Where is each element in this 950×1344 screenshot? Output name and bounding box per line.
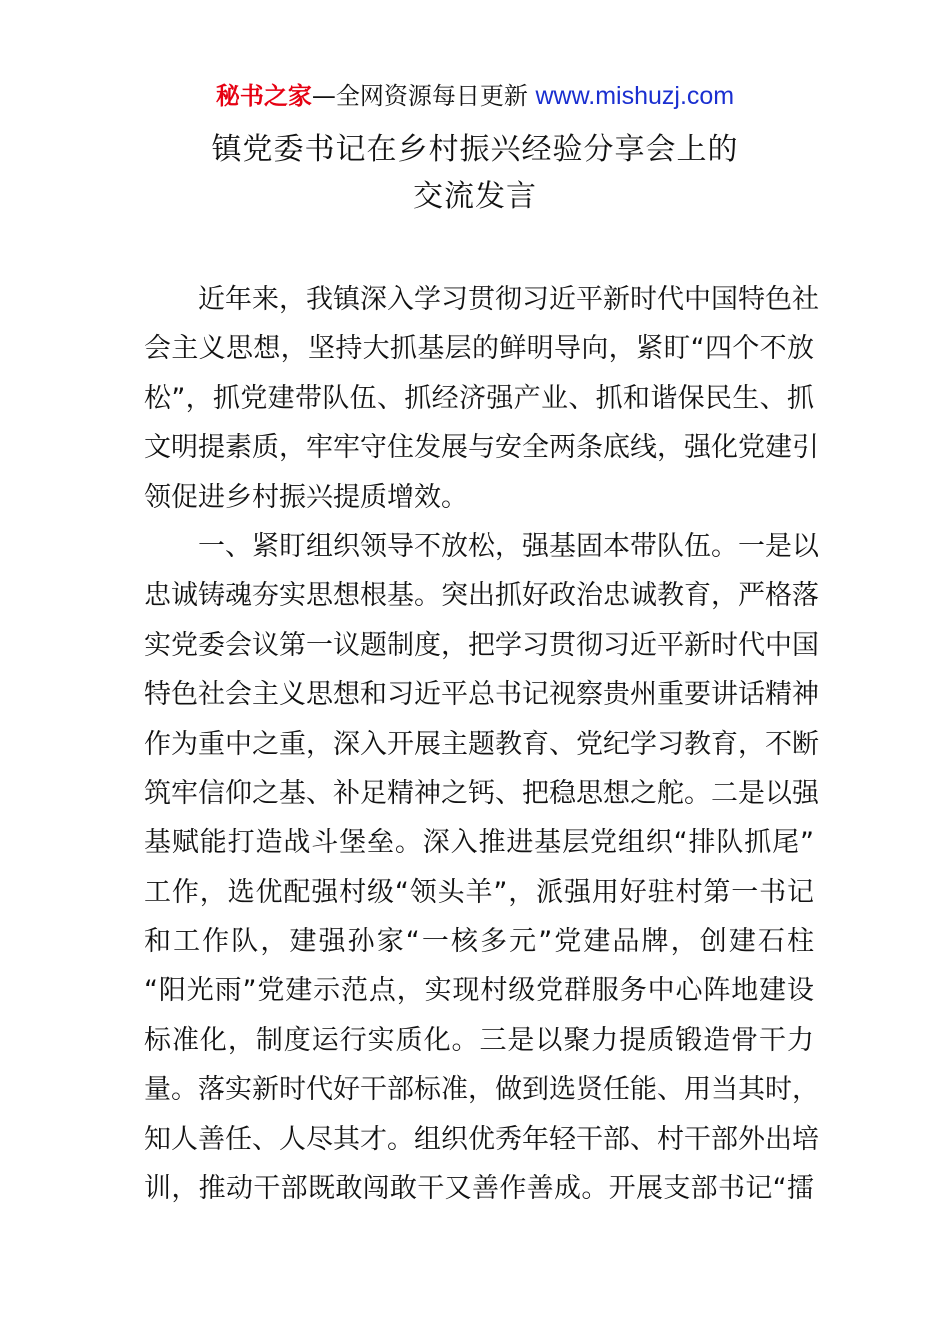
- site-url-link[interactable]: www.mishuzj.com: [535, 82, 735, 110]
- body-line: “阳光雨”党建示范点，实现村级党群服务中心阵地建设: [144, 975, 814, 1007]
- body-line: 训，推动干部既敢闯敢干又善作善成。开展支部书记“擂: [144, 1173, 814, 1205]
- body-line: 松”，抓党建带队伍、抓经济强产业、抓和谐保民生、抓: [144, 382, 814, 414]
- body-line: 领促进乡村振兴提质增效。: [144, 481, 468, 513]
- body-line: 工作，选优配强村级“领头羊”，派强用好驻村第一书记: [144, 876, 814, 908]
- body-line: 知人善任、人尽其才。组织优秀年轻干部、村干部外出培: [144, 1123, 819, 1155]
- body-line: 基赋能打造战斗堡垒。深入推进基层党组织“排队抓尾”: [144, 827, 814, 859]
- body-line: 近年来，我镇深入学习贯彻习近平新时代中国特色社: [198, 284, 819, 315]
- body-line: 会主义思想，坚持大抓基层的鲜明导向，紧盯“四个不放: [144, 333, 814, 365]
- body-line: 和工作队，建强孙家“一核多元”党建品牌，创建石柱: [144, 926, 814, 958]
- document-body: [144, 280, 819, 1218]
- brand-name: 秘书之家: [215, 82, 312, 110]
- body-line: 特色社会主义思想和习近平总书记视察贵州重要讲话精神: [144, 679, 819, 711]
- body-line: 一、紧盯组织领导不放松，强基固本带队伍。一是以: [198, 530, 819, 562]
- document-title-line-2: 交流发言: [413, 179, 537, 214]
- body-line: 忠诚铸魂夯实思想根基。突出抓好政治忠诚教育，严格落: [144, 580, 819, 612]
- body-line: 筑牢信仰之基、补足精神之钙、把稳思想之舵。二是以强: [144, 777, 819, 809]
- body-line: 标准化，制度运行实质化。三是以聚力提质锻造骨干力: [144, 1024, 814, 1056]
- site-tagline: —全网资源每日更新: [311, 82, 536, 110]
- body-line: 实党委会议第一议题制度，把学习贯彻习近平新时代中国: [144, 629, 819, 661]
- body-line: 量。落实新时代好干部标准，做到选贤任能、用当其时，: [144, 1074, 819, 1106]
- body-line: 作为重中之重，深入开展主题教育、党纪学习教育，不断: [144, 728, 819, 760]
- site-header: [0, 80, 950, 112]
- body-line: 文明提素质，牢牢守住发展与安全两条底线，强化党建引: [144, 432, 819, 464]
- document-title-line-1: 镇党委书记在乡村振兴经验分享会上的: [211, 132, 739, 167]
